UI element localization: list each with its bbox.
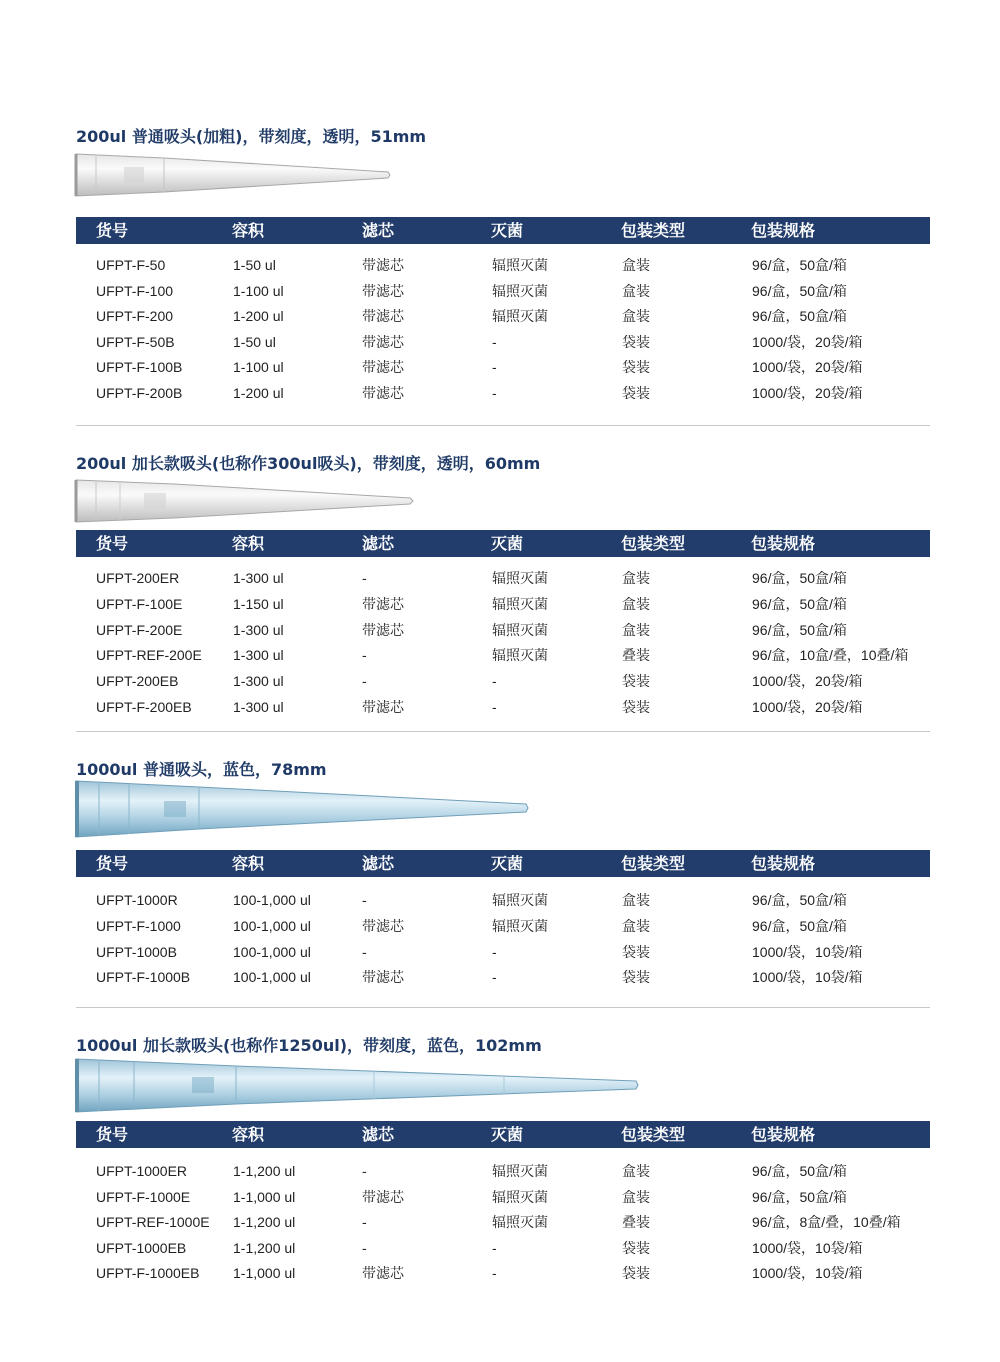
cell-volume: 1-1,200 ul [233,1214,296,1231]
table-row [0,304,1000,329]
cell-volume: 1-100 ul [233,282,284,299]
section-divider [76,1007,930,1008]
cell-volume: 1-300 ul [233,673,284,690]
cell-item-no: UFPT-200ER [96,570,180,586]
cell-package-type: 袋装 [622,673,650,690]
header-item-no: 货号 [96,221,129,240]
table-row [0,618,1000,643]
header-sterilization: 灭菌 [491,854,524,873]
header-package-spec: 包装规格 [751,534,816,553]
cell-package-type: 袋装 [622,1239,650,1256]
cell-item-no: UFPT-REF-200E [96,647,202,664]
cell-volume: 1-300 ul [233,621,284,638]
cell-package-type: 叠装 [622,1214,650,1231]
cell-package-type: 袋装 [622,385,650,401]
cell-package-type: 盒装 [622,621,650,638]
cell-package-spec: 96/盒，50盒/箱 [752,892,847,908]
table-row [0,940,1000,965]
section-title: 1000ul 加长款吸头(也称作1250ul)，带刻度，蓝色，102mm [76,1036,542,1055]
cell-item-no: UFPT-F-100B [96,359,183,376]
cell-sterilization: 辐照灭菌 [492,892,548,908]
table-row [0,695,1000,720]
cell-volume: 1-1,000 ul [233,1188,296,1205]
cell-package-spec: 96/盒，50盒/箱 [752,257,847,273]
cell-package-type: 盒装 [622,570,650,586]
cell-item-no: UFPT-1000R [96,892,178,908]
cell-filter: 带滤芯 [362,699,404,715]
table-row [0,1261,1000,1286]
table-header [76,530,930,557]
cell-volume: 1-1,200 ul [233,1163,296,1179]
cell-item-no: UFPT-F-200EB [96,699,192,715]
cell-volume: 100-1,000 ul [233,943,311,960]
cell-volume: 1-300 ul [233,699,284,715]
cell-sterilization: - [492,333,497,350]
cell-package-type: 袋装 [622,943,650,960]
cell-filter: - [362,647,367,664]
cell-package-type: 盒装 [622,257,650,273]
section-title: 200ul 普通吸头(加粗)，带刻度，透明，51mm [76,127,427,146]
cell-item-no: UFPT-F-50 [96,257,166,273]
cell-package-type: 盒装 [622,1188,650,1205]
cell-package-type: 叠装 [622,647,650,664]
cell-sterilization: - [492,969,497,986]
cell-package-spec: 1000/袋，10袋/箱 [752,1265,863,1282]
cell-package-spec: 1000/袋，20袋/箱 [752,333,863,350]
header-volume: 容积 [232,1125,265,1144]
cell-sterilization: - [492,1265,497,1282]
cell-package-type: 袋装 [622,333,650,350]
cell-sterilization: - [492,359,497,376]
section-divider [76,731,930,732]
cell-filter: 带滤芯 [362,257,404,273]
cell-package-type: 盒装 [622,595,650,612]
cell-item-no: UFPT-1000B [96,943,177,960]
table-row [0,592,1000,617]
header-item-no: 货号 [96,1125,129,1144]
cell-item-no: UFPT-1000ER [96,1163,188,1179]
cell-volume: 1-1,000 ul [233,1265,296,1282]
cell-sterilization: 辐照灭菌 [492,570,548,586]
cell-volume: 1-200 ul [233,385,284,401]
pipette-tip-blue-short-image [74,779,534,839]
cell-item-no: UFPT-F-1000 [96,917,181,934]
table-row [0,253,1000,278]
table-row [0,669,1000,694]
cell-item-no: UFPT-F-1000E [96,1188,191,1205]
cell-filter: 带滤芯 [362,969,404,986]
cell-package-spec: 96/盒，8盒/叠，10叠/箱 [752,1214,901,1231]
cell-sterilization: 辐照灭菌 [492,621,548,638]
cell-filter: - [362,1214,367,1231]
cell-filter: - [362,1163,367,1179]
header-package-spec: 包装规格 [751,221,816,240]
header-volume: 容积 [232,854,265,873]
header-package-type: 包装类型 [621,854,686,873]
cell-sterilization: 辐照灭菌 [492,595,548,612]
cell-package-spec: 96/盒，50盒/箱 [752,621,847,638]
header-filter: 滤芯 [362,854,395,873]
cell-sterilization: - [492,673,497,690]
cell-package-spec: 1000/袋，10袋/箱 [752,969,863,986]
cell-filter: 带滤芯 [362,359,404,376]
cell-sterilization: - [492,385,497,401]
cell-volume: 1-300 ul [233,647,284,664]
header-filter: 滤芯 [362,534,395,553]
table-row [0,1210,1000,1235]
cell-volume: 1-1,200 ul [233,1239,296,1256]
header-package-spec: 包装规格 [751,1125,816,1144]
table-row [0,330,1000,355]
cell-package-type: 袋装 [622,969,650,986]
cell-item-no: UFPT-F-200E [96,621,183,638]
table-row [0,1159,1000,1184]
cell-filter: - [362,673,367,690]
cell-filter: - [362,943,367,960]
cell-sterilization: 辐照灭菌 [492,1188,548,1205]
cell-volume: 100-1,000 ul [233,892,311,908]
cell-package-type: 盒装 [622,308,650,325]
cell-sterilization: 辐照灭菌 [492,257,548,273]
cell-item-no: UFPT-F-200B [96,385,183,401]
cell-sterilization: 辐照灭菌 [492,1163,548,1179]
table-row [0,1236,1000,1261]
cell-package-spec: 96/盒，50盒/箱 [752,1188,847,1205]
table-row [0,566,1000,591]
cell-filter: 带滤芯 [362,333,404,350]
cell-sterilization: 辐照灭菌 [492,282,548,299]
cell-filter: 带滤芯 [362,1265,404,1282]
cell-package-spec: 96/盒，10盒/叠，10叠/箱 [752,647,909,664]
cell-item-no: UFPT-REF-1000E [96,1214,210,1231]
table-row [0,355,1000,380]
header-filter: 滤芯 [362,1125,395,1144]
cell-package-spec: 96/盒，50盒/箱 [752,570,847,586]
cell-package-spec: 96/盒，50盒/箱 [752,282,847,299]
cell-volume: 1-100 ul [233,359,284,376]
cell-item-no: UFPT-F-1000EB [96,1265,200,1282]
cell-sterilization: 辐照灭菌 [492,1214,548,1231]
cell-item-no: UFPT-200EB [96,673,179,690]
cell-package-type: 盒装 [622,1163,650,1179]
table-row [0,643,1000,668]
cell-filter: - [362,892,367,908]
header-sterilization: 灭菌 [491,221,524,240]
cell-volume: 100-1,000 ul [233,917,311,934]
header-sterilization: 灭菌 [491,1125,524,1144]
cell-package-type: 盒装 [622,282,650,299]
cell-sterilization: - [492,943,497,960]
table-row [0,965,1000,990]
section-title: 200ul 加长款吸头(也称作300ul吸头)，带刻度，透明，60mm [76,454,541,473]
cell-filter: 带滤芯 [362,1188,404,1205]
table-row [0,1185,1000,1210]
cell-filter: 带滤芯 [362,385,404,401]
cell-package-type: 袋装 [622,359,650,376]
header-package-spec: 包装规格 [751,854,816,873]
header-volume: 容积 [232,221,265,240]
cell-sterilization: 辐照灭菌 [492,917,548,934]
header-package-type: 包装类型 [621,221,686,240]
cell-package-type: 盒装 [622,892,650,908]
cell-filter: 带滤芯 [362,621,404,638]
header-package-type: 包装类型 [621,1125,686,1144]
table-row [0,381,1000,406]
table-row [0,888,1000,913]
cell-item-no: UFPT-F-50B [96,333,175,350]
table-header [76,850,930,877]
pipette-tip-blue-long-image [74,1056,644,1116]
header-item-no: 货号 [96,854,129,873]
section-title: 1000ul 普通吸头，蓝色，78mm [76,760,327,779]
cell-sterilization: - [492,699,497,715]
header-item-no: 货号 [96,534,129,553]
table-row [0,279,1000,304]
cell-filter: 带滤芯 [362,308,404,325]
cell-filter: 带滤芯 [362,282,404,299]
header-volume: 容积 [232,534,265,553]
cell-filter: 带滤芯 [362,595,404,612]
cell-package-spec: 96/盒，50盒/箱 [752,917,847,934]
cell-item-no: UFPT-F-200 [96,308,174,325]
cell-package-spec: 96/盒，50盒/箱 [752,1163,847,1179]
cell-filter: - [362,1239,367,1256]
cell-package-spec: 1000/袋，10袋/箱 [752,1239,863,1256]
cell-package-type: 袋装 [622,699,650,715]
cell-package-spec: 1000/袋，20袋/箱 [752,673,863,690]
cell-sterilization: 辐照灭菌 [492,647,548,664]
cell-volume: 1-150 ul [233,595,284,612]
cell-package-spec: 96/盒，50盒/箱 [752,308,847,325]
header-sterilization: 灭菌 [491,534,524,553]
cell-volume: 1-300 ul [233,570,284,586]
cell-item-no: UFPT-1000EB [96,1239,187,1256]
cell-item-no: UFPT-F-100E [96,595,183,612]
cell-package-spec: 1000/袋，20袋/箱 [752,699,863,715]
cell-package-spec: 96/盒，50盒/箱 [752,595,847,612]
cell-package-spec: 1000/袋，20袋/箱 [752,359,863,376]
cell-package-type: 袋装 [622,1265,650,1282]
cell-volume: 100-1,000 ul [233,969,311,986]
cell-filter: 带滤芯 [362,917,404,934]
cell-volume: 1-200 ul [233,308,284,325]
cell-item-no: UFPT-F-100 [96,282,174,299]
cell-package-spec: 1000/袋，20袋/箱 [752,385,863,401]
cell-package-type: 盒装 [622,917,650,934]
table-header [76,217,930,244]
pipette-tip-clear-long-image [74,476,424,526]
table-row [0,914,1000,939]
cell-package-spec: 1000/袋，10袋/箱 [752,943,863,960]
cell-filter: - [362,570,367,586]
cell-volume: 1-50 ul [233,257,276,273]
cell-sterilization: 辐照灭菌 [492,308,548,325]
section-divider [76,425,930,426]
table-header [76,1121,930,1148]
header-filter: 滤芯 [362,221,395,240]
pipette-tip-clear-short-image [74,150,394,200]
header-package-type: 包装类型 [621,534,686,553]
cell-sterilization: - [492,1239,497,1256]
cell-item-no: UFPT-F-1000B [96,969,191,986]
cell-volume: 1-50 ul [233,333,276,350]
